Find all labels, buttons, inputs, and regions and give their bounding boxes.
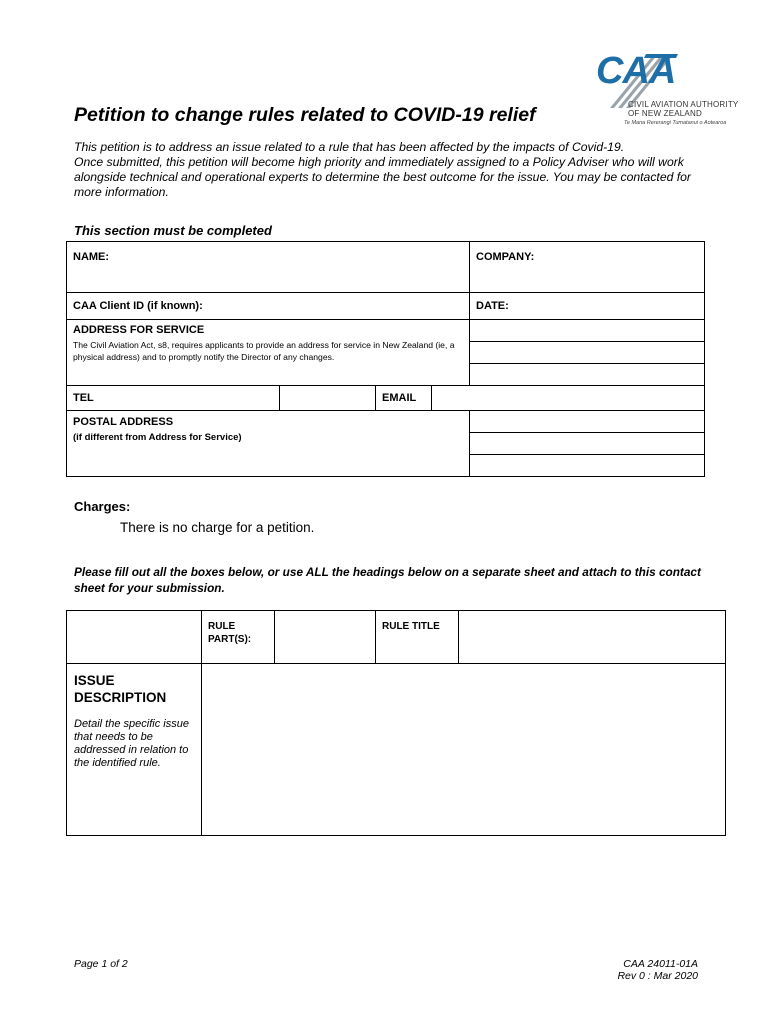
rule-title-label: RULE TITLE [382,621,440,632]
address-line-1-input[interactable] [470,320,705,342]
logo-org-name [628,100,738,118]
address-line-2-input[interactable] [470,342,705,364]
address-label: ADDRESS FOR SERVICE [73,324,205,336]
intro-paragraph-2: Once submitted, this petition will become high priority and immediately assigned to a Policy Adviser who will work alongside technical and operational experts to determine the best outcome for the issue. You may be contacted for more information. [74,155,691,199]
charges-text: There is no charge for a petition. [120,520,315,535]
tel-label: TEL [73,392,94,404]
email-label-cell [376,386,432,411]
address-note: The Civil Aviation Act, s8, requires applicants to provide an address for service in New Zealand (ie, a physical address) and to promptly notify the Director of any changes. [73,340,455,362]
issue-description-input[interactable] [202,664,726,836]
client-id-label: CAA Client ID (if known): [73,300,203,312]
rule-title-label-cell [376,611,459,664]
footer-page-number: Page 1 of 2 [74,958,128,970]
contact-form-table [66,241,705,477]
name-field[interactable] [67,242,470,293]
postal-label: POSTAL ADDRESS [73,416,174,428]
postal-line-1-input[interactable] [470,411,705,433]
client-id-field[interactable] [67,293,470,320]
postal-note: (if different from Address for Service) [73,432,242,443]
page-title: Petition to change rules related to COVID-19 relief [74,104,536,126]
issue-description-note: Detail the specific issue that needs to be addressed in relation to the identified rule. [74,718,189,769]
logo-letters: CAA [596,50,676,92]
issue-description-label-cell [67,664,202,836]
intro-paragraph-1: This petition is to address an issue related to a rule that has been affected by the impacts of Covid-19. [74,140,625,154]
rule-title-input[interactable] [459,611,726,664]
logo-tagline: Te Mana Rererangi Tumatanui o Aotearoa [624,120,727,126]
date-field[interactable] [470,293,705,320]
rule-parts-label-line-1: RULE [208,621,236,632]
caa-logo [596,50,741,130]
logo-org-line-2: OF NEW ZEALAND [628,109,702,118]
email-label: EMAIL [382,392,417,404]
instruction-text: Please fill out all the boxes below, or use ALL the headings below on a separate sheet and attach to this contact sheet for your submission. [74,565,701,595]
tel-label-cell [67,386,280,411]
submission-form-table [66,610,726,836]
intro-text [74,140,714,200]
logo-org-line-1: CIVIL AVIATION AUTHORITY [628,100,739,109]
footer-ref-line-2: Rev 0 : Mar 2020 [617,970,698,982]
date-label: DATE: [476,300,509,312]
address-line-3-input[interactable] [470,364,705,386]
email-input[interactable] [432,386,705,411]
rule-parts-input[interactable] [275,611,376,664]
charges-heading: Charges: [74,499,131,514]
issue-description-heading [74,672,197,706]
issue-heading-line-2: DESCRIPTION [74,690,167,705]
postal-address-cell [67,411,470,477]
section-heading: This section must be completed [74,223,272,238]
postal-line-3-input[interactable] [470,455,705,477]
tel-input[interactable] [280,386,376,411]
company-label: COMPANY: [476,251,535,263]
postal-line-2-input[interactable] [470,433,705,455]
blank-corner-cell [67,611,202,664]
address-for-service-cell [67,320,470,386]
issue-heading-line-1: ISSUE [74,673,115,688]
rule-parts-label-line-2: PART(S): [208,634,252,645]
footer-reference [560,958,698,982]
rule-parts-label-cell [202,611,275,664]
rule-parts-label [208,620,274,646]
footer-ref-line-1: CAA 24011-01A [623,958,698,970]
company-field[interactable] [470,242,705,293]
name-label: NAME: [73,251,110,263]
